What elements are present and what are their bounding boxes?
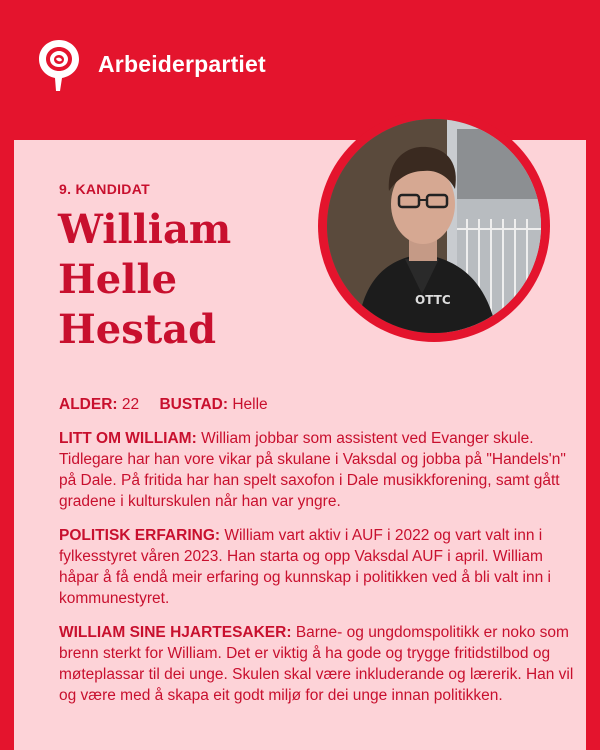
candidate-last-name: Hestad — [58, 306, 217, 353]
candidate-photo-frame — [318, 110, 550, 342]
header — [34, 36, 266, 92]
priorities-section — [59, 622, 579, 706]
rose-logo-icon — [34, 36, 84, 92]
svg-text:OTTC: OTTC — [415, 293, 451, 307]
about-label: LITT OM WILLIAM: — [59, 430, 197, 447]
priorities-label: WILLIAM SINE HJARTESAKER: — [59, 624, 292, 641]
candidate-photo — [327, 119, 541, 333]
age-home-row — [59, 394, 579, 415]
experience-label: POLITISK ERFARING: — [59, 527, 221, 544]
about-section — [59, 428, 579, 512]
candidate-number: 9. KANDIDAT — [59, 181, 150, 197]
home-label: BUSTAD: — [159, 396, 229, 413]
experience-text: William vart aktiv i AUF i 2022 og vart valt inn i fylkesstyret våren 2023. Han starta og opp Vaksdal AUF i april. William håpar å få endå meir erfaring og kunnskap i politikken ved å bli valt inn i kommunestyret. — [59, 527, 551, 607]
candidate-first-name: William — [58, 206, 232, 253]
candidate-info — [59, 394, 579, 719]
age-label: ALDER: — [59, 396, 118, 413]
candidate-middle-name: Helle — [58, 256, 178, 303]
brand-name: Arbeiderpartiet — [98, 50, 266, 77]
candidate-name — [58, 205, 231, 355]
priorities-text: Barne- og ungdomspolitikk er noko som brenn sterkt for William. Det er viktig å ha gode og trygge fritidstilbod og møteplassar til dei unge. Skulen skal være inkluderande og lærerik. Han vil og være med å skapa eit godt miljø for dei unge innan politikken. — [59, 624, 574, 704]
experience-section — [59, 525, 579, 609]
age-value: 22 — [121, 396, 140, 413]
about-text: William jobbar som assistent ved Evanger skule. Tidlegare har han vore vikar på skulane i Vaksdal og jobba på "Handels'n" på Dale. På fritida har han spelt saxofon i Dale musikkforening, samt gått gradene i kulturskulen når han var yngre. — [59, 430, 566, 510]
home-value: Helle — [232, 396, 268, 413]
